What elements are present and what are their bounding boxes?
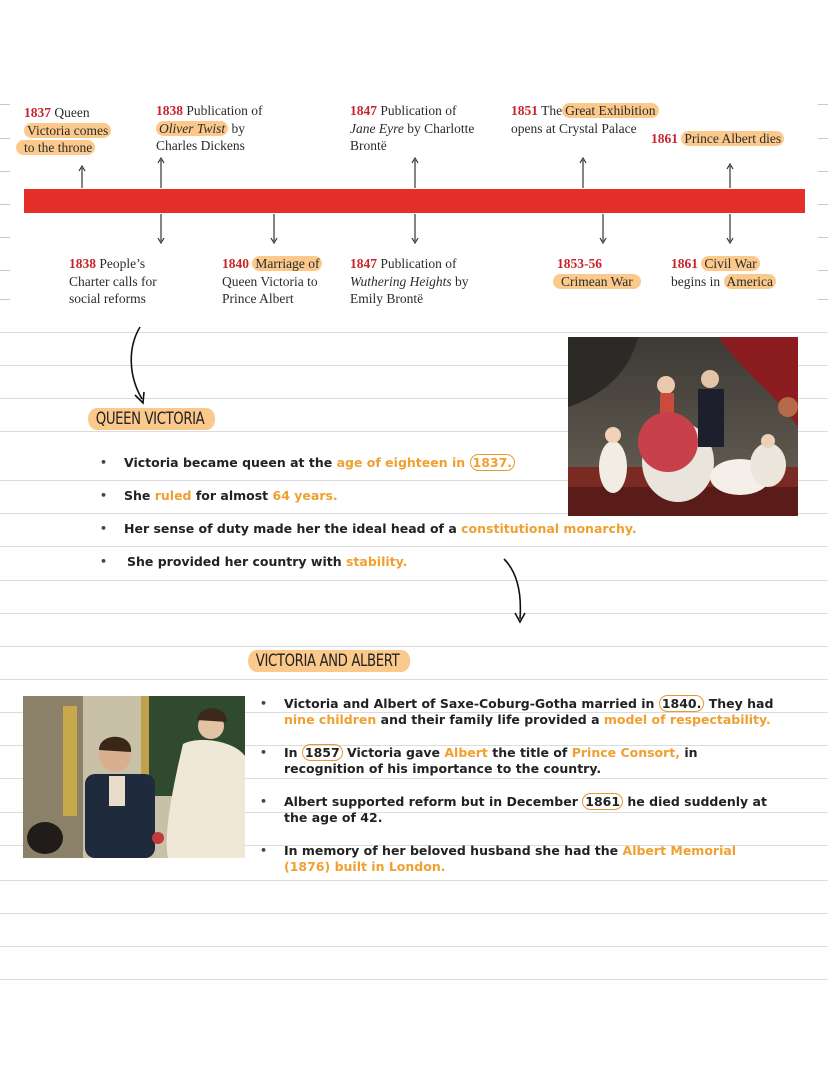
event-text: America [724, 274, 776, 289]
royal-family-painting [568, 337, 798, 516]
event-text: Great Exhibition [562, 103, 658, 118]
bullet-list-queen-victoria [100, 455, 637, 570]
event-title: Jane Eyre [350, 120, 404, 136]
arrow-down-icon [268, 214, 280, 244]
timeline-event-1861-albert-dies [651, 130, 784, 148]
arrow-down-icon [597, 214, 609, 244]
event-text: Queen Victoria to [222, 273, 318, 289]
event-text: Charter calls for [69, 273, 157, 289]
event-text: opens at Crystal Palace [511, 120, 637, 136]
event-text: social reforms [69, 291, 146, 306]
event-year: 1847 [350, 103, 377, 118]
event-text: The [541, 103, 563, 118]
list-item: • In 1857 Victoria gave Albert the title of Prince Consort, in recognition of his importance to the country. [260, 745, 775, 777]
event-year: 1840 [222, 256, 249, 271]
arrow-up-icon [76, 164, 88, 188]
arrow-up-icon [577, 156, 589, 188]
event-text: to the throne [16, 140, 95, 155]
timeline-event-1861-civil-war [671, 255, 776, 290]
timeline-event-1847-wuthering [350, 255, 469, 308]
event-year: 1853-56 [557, 256, 602, 271]
event-text: Victoria comes [24, 123, 111, 138]
event-year: 1838 [156, 103, 183, 118]
list-item: • Her sense of duty made her the ideal head of a constitutional monarchy. [100, 521, 664, 537]
event-text: Brontë [350, 138, 387, 153]
event-text: Emily Brontë [350, 291, 424, 306]
timeline-event-1851 [511, 102, 659, 137]
event-year: 1847 [350, 256, 377, 271]
timeline-bar [24, 189, 805, 213]
event-text: Publication of [380, 103, 457, 118]
section-heading-victoria-and-albert: VICTORIA AND ALBERT [248, 650, 410, 672]
event-text: Publication of [380, 256, 457, 271]
event-text: Publication of [186, 103, 263, 118]
timeline-event-1853-56 [553, 255, 641, 290]
event-text: People’s [99, 256, 146, 271]
event-text: Civil War [701, 256, 759, 271]
event-text: Prince Albert [222, 291, 294, 306]
event-text: by [231, 120, 246, 136]
event-year: 1838 [69, 256, 96, 271]
list-item: • She ruled for almost 64 years. [100, 488, 560, 504]
timeline-event-1838-oliver-twist [156, 102, 263, 155]
event-text: by [455, 273, 469, 289]
event-title: Wuthering Heights [350, 273, 452, 289]
timeline-event-1838-charter [69, 255, 157, 308]
event-year: 1837 [24, 105, 51, 120]
event-text: begins in [671, 273, 721, 289]
bullet-list-victoria-and-albert [260, 696, 775, 875]
event-title: Oliver Twist [159, 120, 226, 136]
victoria-albert-painting [23, 696, 245, 858]
event-text: Queen [54, 105, 90, 120]
arrow-up-icon [409, 156, 421, 188]
event-year: 1861 [651, 131, 678, 146]
event-year: 1851 [511, 103, 538, 118]
section-heading-queen-victoria: QUEEN VICTORIA [88, 408, 215, 430]
timeline-event-1837 [24, 104, 111, 157]
event-text: Crimean War [553, 274, 641, 289]
timeline-event-1847-jane-eyre [350, 102, 474, 155]
curved-arrow-icon [126, 325, 156, 407]
timeline-event-1840 [222, 255, 322, 308]
event-text: Prince Albert dies [681, 131, 784, 146]
event-text: Charles Dickens [156, 138, 245, 153]
arrow-up-icon [724, 162, 736, 188]
list-item: • Albert supported reform but in December 1861 he died suddenly at the age of 42. [260, 794, 775, 826]
arrow-down-icon [155, 214, 167, 244]
list-item: • In memory of her beloved husband she had the Albert Memorial (1876) built in London. [260, 843, 775, 875]
event-text: Marriage of [252, 256, 322, 271]
event-year: 1861 [671, 256, 698, 271]
list-item: • Victoria became queen at the age of eighteen in 1837. [100, 455, 560, 471]
arrow-down-icon [724, 214, 736, 244]
list-item: • She provided her country with stability. [100, 554, 560, 570]
list-item: • Victoria and Albert of Saxe-Coburg-Gotha married in 1840. They had nine children and their family life provided a model of respectability. [260, 696, 775, 728]
arrow-down-icon [409, 214, 421, 244]
arrow-up-icon [155, 156, 167, 188]
event-text: by Charlotte [407, 120, 475, 136]
